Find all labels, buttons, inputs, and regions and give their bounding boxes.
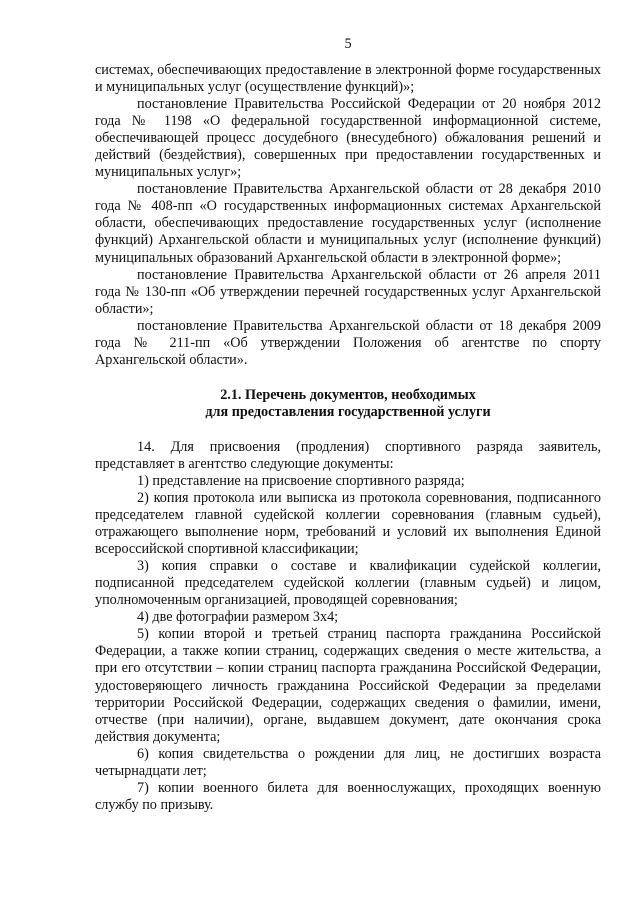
section-heading-line-2: для предоставления государственной услуги <box>205 404 491 421</box>
section-heading <box>95 387 601 422</box>
intro-paragraph-decree-211: постановление Правительства Архангельской области от 18 декабря 2009 года № 211-пп «Об утверждении Положения об агентстве по спорту Архангельской области». <box>95 317 601 368</box>
list-item: 2) копия протокола или выписка из протокола соревнования, подписанного председателем главной судейской коллегии соревнования (главным судьей), отражающего выполнение норм, требований и условий их выполнения Единой всероссийской спортивной классификации; <box>95 489 601 558</box>
section-heading-line-1: 2.1. Перечень документов, необходимых <box>220 386 476 403</box>
document-page <box>95 36 601 814</box>
list-item: 3) копия справки о составе и квалификации судейской коллегии, подписанной председателем судейской коллегии (главным судьей) и лицом, уполномоченным организацией, проводящей соревнования; <box>95 558 601 609</box>
list-item: 1) представление на присвоение спортивного разряда; <box>137 472 465 489</box>
intro-paragraph-decree-1198: постановление Правительства Российской Федерации от 20 ноября 2012 года № 1198 «О федеральной государственной информационной системе, обеспечивающей процесс досудебного (внесудебного) обжалования решений и действий (бездействия), совершенных при предоставлении государственных и муниципальных услуг»; <box>95 96 601 181</box>
page-number: 5 <box>344 36 352 52</box>
list-item: 4) две фотографии размером 3х4; <box>137 609 339 626</box>
list-item: 7) копии военного билета для военнослужащих, проходящих военную службу по призыву. <box>95 779 601 813</box>
intro-paragraph-decree-408: постановление Правительства Архангельской области от 28 декабря 2010 года № 408-пп «О государственных информационных системах Архангельской области, обеспечивающих предоставление государственных услуг (исполнение функций) Архангельской области и муниципальных услуг (исполнение функций) муниципальных образований Архангельской области в электронной форме»; <box>95 181 601 266</box>
clause-14-paragraph: 14. Для присвоения (продления) спортивного разряда заявитель, представляет в агентство следующие документы: <box>95 438 601 472</box>
intro-paragraph-decree-130: постановление Правительства Архангельской области от 26 апреля 2011 года № 130-пп «Об утверждении перечней государственных услуг Архангельской области»; <box>95 266 601 317</box>
documents-list <box>95 439 601 814</box>
intro-block <box>95 62 601 369</box>
list-item: 5) копии второй и третьей страниц паспорта гражданина Российской Федерации, а также копии страниц, содержащих сведения о месте жительства, а при его отсутствии – копии страниц паспорта гражданина Российской Федерации, удостоверяющего личность гражданина Российской Федерации за пределами территории Российской Федерации, содержащих сведения о фамилии, имени, отчестве (при наличии), органе, выдавшем документ, дате окончания срока действия документа; <box>95 626 601 745</box>
list-item: 6) копия свидетельства о рождении для лиц, не достигших возраста четырнадцати лет; <box>95 745 601 779</box>
intro-paragraph-continuation: системах, обеспечивающих предоставление в электронной форме государственных и муниципальных услуг (осуществление функций)»; <box>95 62 601 96</box>
